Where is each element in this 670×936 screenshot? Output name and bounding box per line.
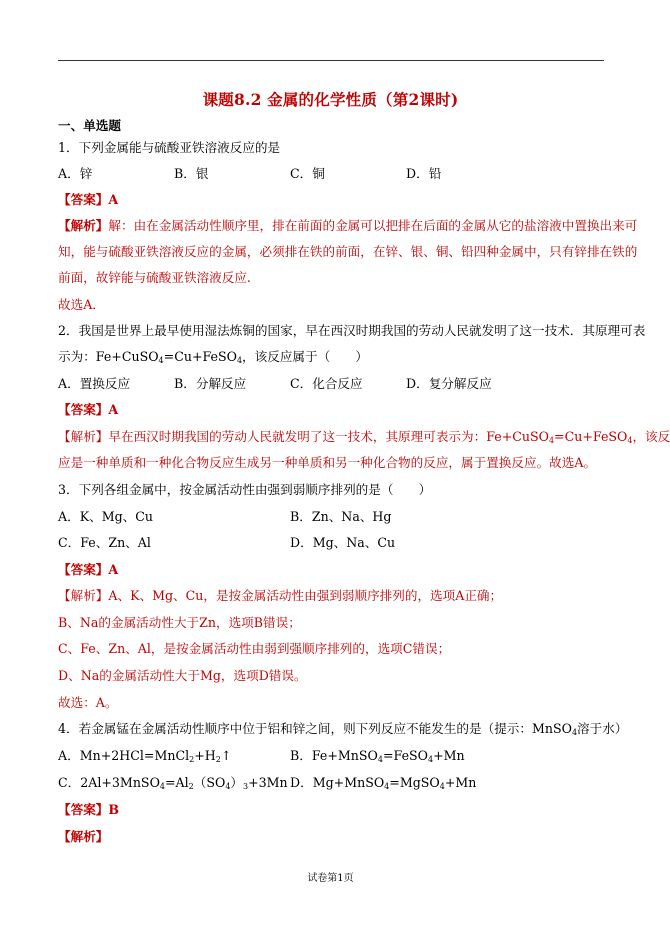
q4-option-c-text: +3Mn (248, 775, 288, 790)
q1-option-c: C．铜 (290, 166, 325, 181)
q3-options-row2 (58, 535, 522, 551)
q3-option-a: A．K、Mg、Cu (58, 509, 153, 524)
q3-answer: 【答案】A (58, 562, 119, 577)
subscript: 4 (548, 436, 555, 445)
q3-analysis-line2: B、Na的金属活动性大于Zn，选项B错误； (58, 615, 301, 630)
q2-options (58, 376, 522, 392)
q1-analysis-line2: 知，能与硫酸亚铁溶液反应的金属，必须排在铁的前面，在锌、银、铜、铅四种金属中，只有锌排在铁的 (58, 244, 638, 259)
q1-conclusion: 故选A． (58, 297, 105, 312)
subscript: 2 (189, 755, 195, 764)
q4-option-c-text: =Al (164, 775, 189, 790)
subscript: 4 (439, 782, 445, 791)
subscript: 3 (243, 782, 249, 791)
header-rule (58, 60, 604, 61)
q4-option-d (290, 775, 522, 791)
q4-options-row1 (58, 748, 522, 764)
subscript: 4 (384, 782, 390, 791)
q2-option-d: D．复分解反应 (406, 376, 492, 391)
q2-analysis-line1 (58, 429, 670, 445)
q2-stem-line1: 2．我国是世界上最早使用湿法炼铜的国家，早在西汉时期我国的劳动人民就发明了这一技术．其原理可表 (58, 323, 646, 338)
q4-option-d-text: D．Mg+MnSO (290, 775, 385, 790)
subscript: 4 (159, 782, 165, 791)
subscript: 4 (158, 356, 164, 365)
q1-analysis-tag: 【解析】 (58, 218, 109, 233)
q4-analysis-tag: 【解析】 (58, 829, 109, 844)
q4-stem-text-b: 溶于水） (577, 721, 628, 736)
q1-options (58, 166, 522, 182)
q4-option-a-text: ↑ (220, 748, 232, 763)
subscript: 2 (188, 782, 194, 791)
q2-stem-text-a: 示为：Fe+CuSO (58, 349, 159, 364)
q4-options-row2 (58, 775, 522, 791)
q4-option-b-text: +Mn (433, 748, 465, 763)
q2-analysis-text-a: 【解析】早在西汉时期我国的劳动人民就发明了这一技术，其原理可表示为：Fe+CuSO (58, 429, 549, 444)
subscript: 4 (377, 755, 383, 764)
q2-answer: 【答案】A (58, 402, 119, 417)
q4-option-a-text: +H (194, 748, 216, 763)
q4-option-c-text: C．2Al+3MnSO (58, 775, 160, 790)
q3-conclusion: 故选：A。 (58, 695, 118, 710)
q4-option-a (58, 748, 290, 764)
subscript: 4 (225, 782, 231, 791)
q4-option-c (58, 775, 290, 791)
page-footer: 试卷第1页 (307, 873, 354, 884)
q4-option-b-text: =FeSO (382, 748, 428, 763)
q4-stem-text-a: 4．若金属锰在金属活动性顺序中位于铝和锌之间，则下列反应不能发生的是（提示：MnSO (58, 721, 572, 736)
subscript: 4 (571, 728, 578, 737)
q2-option-c: C．化合反应 (290, 376, 363, 391)
q2-option-b: B．分解反应 (174, 376, 247, 391)
q3-analysis-line1: 【解析】A、K、Mg、Cu，是按金属活动性由强到弱顺序排列的，选项A正确； (58, 588, 503, 603)
q3-options-row1 (58, 509, 522, 525)
subscript: 4 (427, 755, 434, 764)
q4-option-a-text: A．Mn+2HCl=MnCl (58, 748, 190, 763)
subscript: 4 (627, 436, 633, 445)
q1-option-d: D．铅 (406, 166, 442, 181)
q1-analysis-line1 (58, 218, 637, 234)
q2-analysis-line2: 应是一种单质和一种化合物反应生成另一种单质和另一种化合物的反应，属于置换反应。故选A。 (58, 455, 597, 470)
q2-analysis-text-b: =Cu+FeSO (554, 429, 628, 444)
q1-option-a: A．锌 (58, 166, 93, 181)
q2-option-a: A．置换反应 (58, 376, 131, 391)
q3-option-d: D．Mg、Na、Cu (290, 535, 396, 550)
q1-stem: 1．下列金属能与硫酸亚铁溶液反应的是 (58, 140, 281, 155)
q1-analysis-line3: 前面，故锌能与硫酸亚铁溶液反应. (58, 270, 251, 285)
q3-option-c: C．Fe、Zn、Al (58, 535, 151, 550)
q1-option-b: B．银 (174, 166, 209, 181)
q4-option-b-text: B．Fe+MnSO (290, 748, 378, 763)
subscript: 2 (215, 755, 221, 764)
q1-answer: 【答案】A (58, 192, 119, 207)
q4-option-c-text: ） (230, 775, 243, 790)
q2-stem-text-c: ，该反应属于（ ） (242, 349, 368, 364)
q2-stem-line2 (58, 349, 368, 365)
q2-stem-text-b: =Cu+FeSO (163, 349, 237, 364)
q4-option-b (290, 748, 522, 764)
q3-option-b: B．Zn、Na、Hg (290, 509, 392, 524)
q3-analysis-line3: C、Fe、Zn、Al，是按金属活动性由弱到强顺序排列的，选项C错误； (58, 641, 451, 656)
q4-stem (58, 721, 627, 737)
q3-analysis-line4: D、Na的金属活动性大于Mg，选项D错误。 (58, 668, 307, 683)
q2-analysis-text-c: ，该反 (632, 429, 670, 444)
q1-analysis-text1: 解：由在金属活动性顺序里，排在前面的金属可以把排在后面的金属从它的盐溶液中置换出来可 (108, 218, 638, 233)
q4-option-c-text: （SO (193, 775, 226, 790)
subscript: 4 (236, 356, 243, 365)
q4-option-d-text: +Mn (444, 775, 477, 790)
q4-option-d-text: =MgSO (389, 775, 440, 790)
page-title: 课题8.2 金属的化学性质（第2课时) (202, 90, 459, 109)
section-heading: 一、单选题 (58, 118, 121, 133)
q3-stem: 3．下列各组金属中，按金属活动性由强到弱顺序排列的是（ ） (58, 482, 432, 497)
q4-answer: 【答案】B (58, 802, 120, 817)
